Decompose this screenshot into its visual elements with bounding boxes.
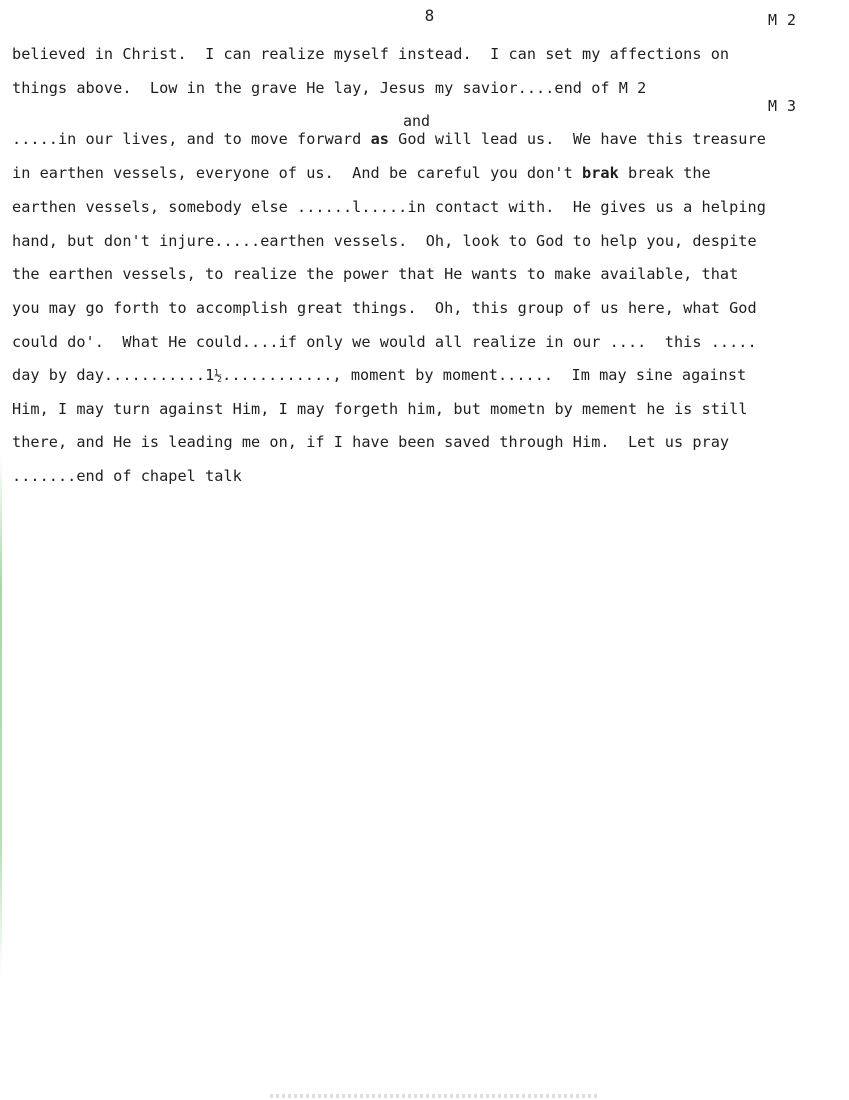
- text-segment: may sin: [589, 366, 664, 384]
- text-segment: , somebody else ......l.....in contact with. He gives us a helping: [149, 198, 766, 216]
- struck-letter: h: [388, 400, 399, 418]
- text-segment: God will lead us. We have this treasure: [388, 130, 766, 148]
- text-line-7: the earthen vessels, to realize the power that He wants to make available, that: [12, 265, 739, 283]
- margin-note-m2: M 2: [768, 11, 797, 29]
- text-line-9: could do'. What He could....if only we would all realize in our .... this .....: [12, 333, 757, 351]
- text-line-13: .......end of chapel talk: [12, 467, 242, 485]
- text-line-4: [12, 164, 711, 182]
- text-segment: .....in our lives, and to move forward: [12, 130, 371, 148]
- text-segment: Him, I may turn against Him, I may forget: [12, 400, 389, 418]
- margin-note-m3: M 3: [768, 97, 797, 115]
- text-line-12: there, and He is leading me on, if I have been saved through Him. Let us pray: [12, 433, 730, 451]
- text-line-2: things above. Low in the grave He lay, Jesus my savior....end of M 2: [12, 79, 647, 97]
- handwritten-insertion: and: [403, 112, 431, 130]
- struck-word: as: [370, 130, 389, 148]
- text-line-3: [12, 130, 766, 148]
- fraction: ½: [214, 369, 223, 384]
- text-segment: break the: [618, 164, 711, 182]
- struck-letters: ls: [131, 198, 150, 216]
- text-segment: earthen vesse: [12, 198, 132, 216]
- struck-letter: m: [580, 366, 590, 384]
- page-number: 8: [424, 6, 435, 25]
- text-line-5: [12, 198, 766, 216]
- text-segment: him, but mometn by mement he is still: [398, 400, 748, 418]
- text-line-6: hand, but don't injure.....earthen vessels. Oh, look to God to help you, despite: [12, 232, 757, 250]
- text-segment: in earthen vessels, everyone of us. And be careful you don't: [12, 164, 583, 182]
- text-line-8: you may go forth to accomplish great things. Oh, this group of us here, what God: [12, 299, 757, 317]
- text-segment: day by day...........1: [12, 366, 215, 384]
- struck-word: brak: [582, 164, 619, 182]
- text-segment: ............, moment by moment...... I: [222, 366, 581, 384]
- scan-smudge: [270, 1094, 600, 1098]
- text-line-11: [12, 400, 748, 418]
- text-segment: against: [672, 366, 747, 384]
- text-line-10: [12, 366, 746, 384]
- text-line-1: believed in Christ. I can realize myself instead. I can set my affections on: [12, 45, 730, 63]
- scan-edge-mark: [0, 455, 2, 975]
- struck-letter: e: [663, 366, 673, 384]
